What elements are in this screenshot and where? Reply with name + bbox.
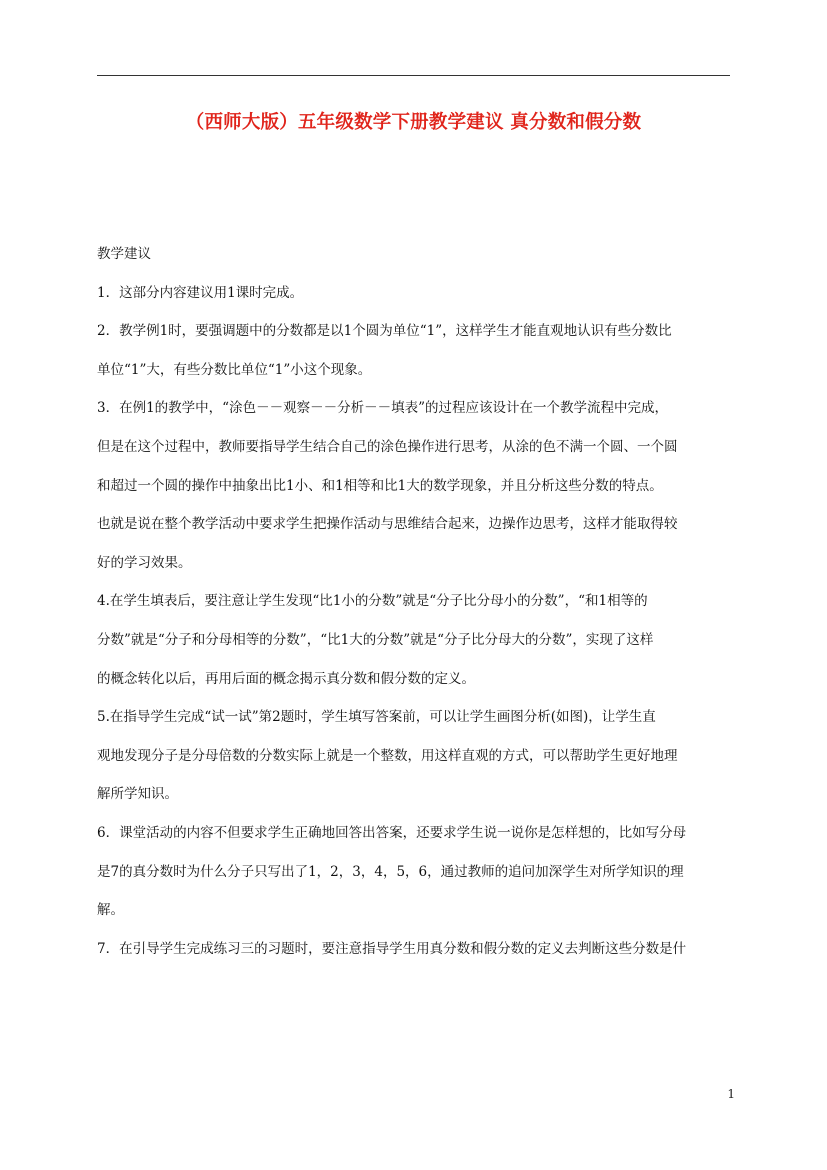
text-line: 2．教学例1时，要强调题中的分数都是以1个圆为单位“1”，这样学生才能直观地认识有些分数比 bbox=[97, 323, 672, 340]
text-line: 单位“1”大，有些分数比单位“1”小这个现象。 bbox=[97, 361, 372, 378]
header-rule bbox=[97, 75, 730, 76]
text-line: 也就是说在整个教学活动中要求学生把操作活动与思维结合起来，边操作边思考，这样才能取得较 bbox=[97, 516, 678, 533]
text-line: 5.在指导学生完成“试一试”第2题时，学生填写答案前，可以让学生画图分析(如图)，让学生直 bbox=[97, 709, 656, 726]
text-line: 1．这部分内容建议用1课时完成。 bbox=[97, 284, 304, 301]
text-line: 但是在这个过程中，教师要指导学生结合自己的涂色操作进行思考，从涂的色不满一个圆、一个圆 bbox=[97, 438, 678, 455]
text-line: 的概念转化以后，再用后面的概念揭示真分数和假分数的定义。 bbox=[97, 670, 475, 687]
page-title: （西师大版）五年级数学下册教学建议 真分数和假分数 bbox=[185, 112, 642, 133]
text-line: 3．在例1的教学中，“涂色－－观察－－分析－－填表”的过程应该设计在一个教学流程中完成， bbox=[97, 400, 668, 417]
text-line: 是7的真分数时为什么分子只写出了1，2，3，4，5，6，通过教师的追问加深学生对所学知识的理 bbox=[97, 863, 684, 880]
text-line: 解所学知识。 bbox=[97, 786, 178, 803]
document-body bbox=[97, 235, 733, 968]
text-line: 和超过一个圆的操作中抽象出比1小、和1相等和比1大的数学现象，并且分析这些分数的特点。 bbox=[97, 477, 663, 494]
section-heading: 教学建议 bbox=[97, 246, 151, 262]
text-line: 6．课堂活动的内容不但要求学生正确地回答出答案，还要求学生说一说你是怎样想的，比如写分母 bbox=[97, 824, 687, 841]
text-line: 4.在学生填表后，要注意让学生发现“比1小的分数”就是“分子比分母小的分数”，“和1相等的 bbox=[97, 593, 648, 610]
text-line: 7．在引导学生完成练习三的习题时，要注意指导学生用真分数和假分数的定义去判断这些分数是什 bbox=[97, 940, 687, 957]
text-line: 好的学习效果。 bbox=[97, 554, 192, 571]
page-number: 1 bbox=[727, 1087, 735, 1101]
text-line: 分数”就是“分子和分母相等的分数”，“比1大的分数”就是“分子比分母大的分数”，实现了这样 bbox=[97, 631, 654, 648]
text-line: 解。 bbox=[97, 902, 124, 919]
text-line: 观地发现分子是分母倍数的分数实际上就是一个整数，用这样直观的方式，可以帮助学生更好地理 bbox=[97, 747, 678, 764]
